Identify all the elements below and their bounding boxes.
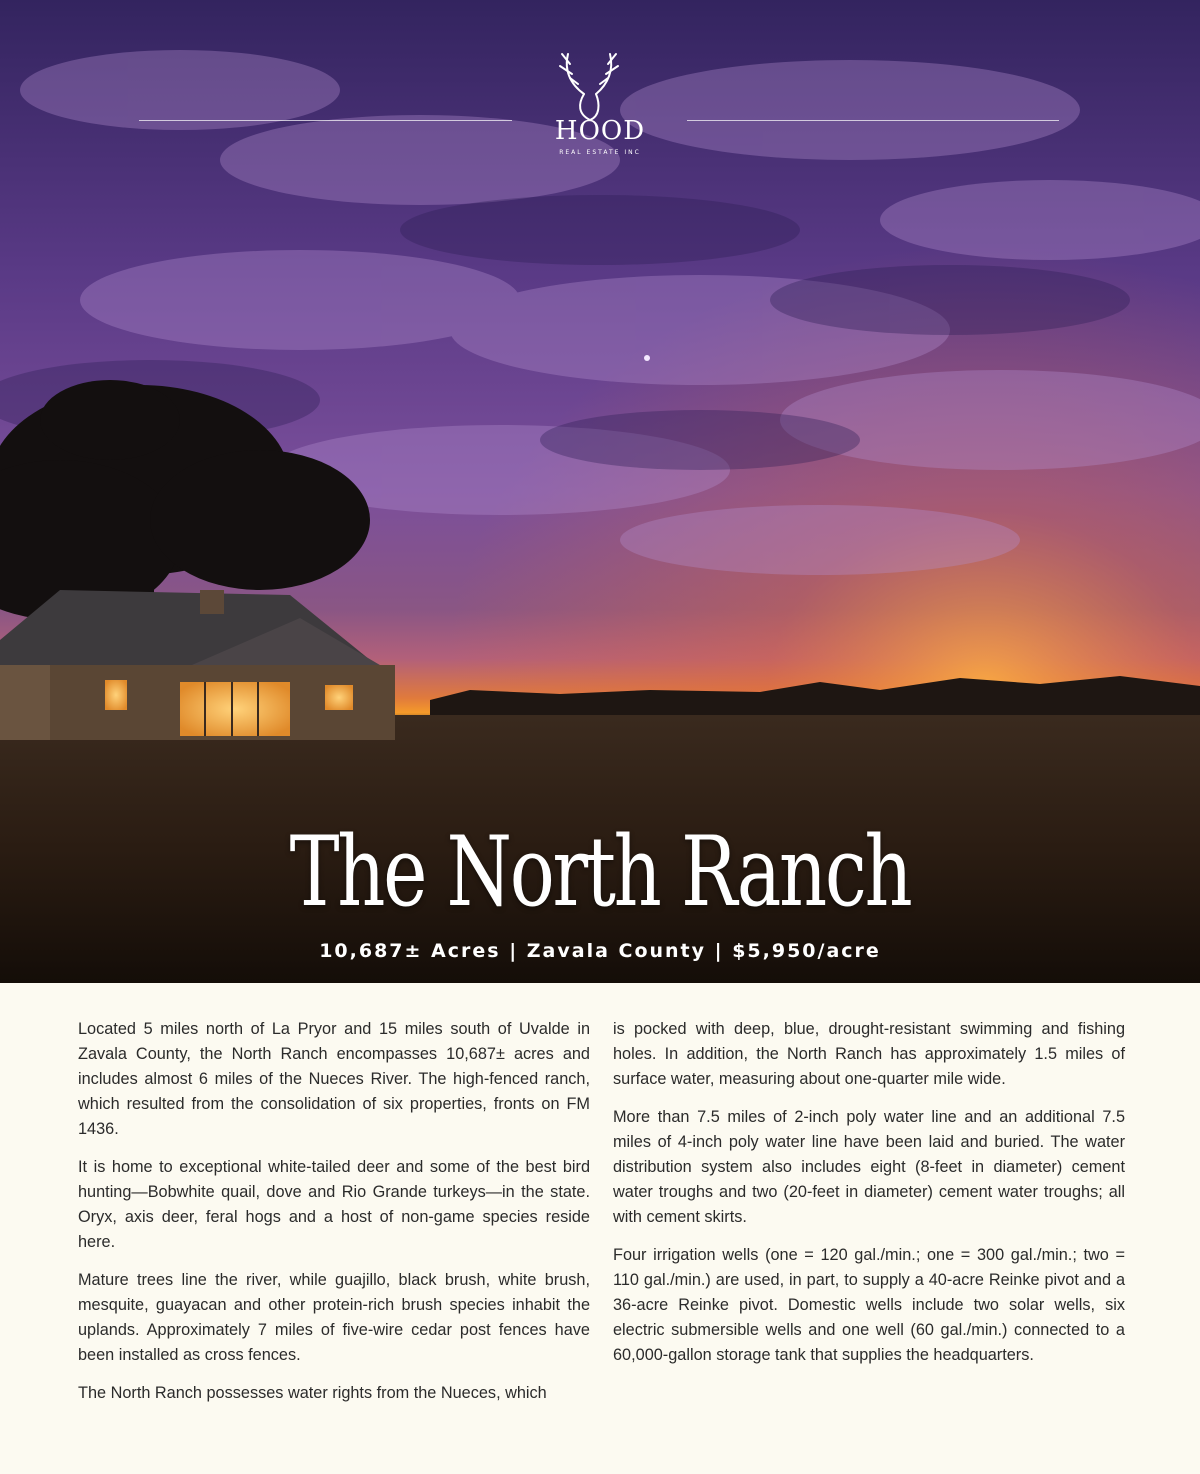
paragraph: Mature trees line the river, while guajillo, black brush, white brush, mesquite, guayacan and other protein-rich brush species inhabit the uplands. Approximately 7 miles of five-wire cedar post fences have been installed as cross fences. <box>78 1271 590 1364</box>
paragraph: is pocked with deep, blue, drought-resistant swimming and fishing holes. In addition, the North Ranch has approximately 1.5 miles of surface water, measuring about one-quarter mile wide. <box>613 1020 1125 1088</box>
paragraph: More than 7.5 miles of 2-inch poly water line and an additional 7.5 miles of 4-inch poly water line have been laid and buried. The water distribution system also includes eight (8-feet in diameter) cement water troughs and two (20-feet in diameter) cement water troughs; all with cement skirts. <box>613 1108 1125 1226</box>
page-subtitle: 10,687± Acres | Zavala County | $5,950/acre <box>319 940 881 962</box>
page-title: The North Ranch <box>289 816 911 928</box>
header-rule-left <box>139 120 512 121</box>
logo-brand: HOOD <box>554 116 646 146</box>
paragraph: Located 5 miles north of La Pryor and 15 miles south of Uvalde in Zavala County, the North Ranch encompasses 10,687± acres and includes almost 6 miles of the Nueces River. The high-fenced ranch, which resulted from the consolidation of six properties, fronts on FM 1436. <box>78 1020 590 1138</box>
right-column <box>613 1017 1125 1381</box>
paragraph: It is home to exceptional white-tailed deer and some of the best bird hunting—Bobwhite quail, dove and Rio Grande turkeys—in the state. Oryx, axis deer, feral hogs and a host of non-game species reside here. <box>78 1158 590 1251</box>
deer-antler-icon <box>540 44 660 164</box>
moon <box>644 355 650 361</box>
logo-tagline: REAL ESTATE INC <box>559 149 641 156</box>
hood-logo <box>540 44 660 164</box>
paragraph: Four irrigation wells (one = 120 gal./min.; one = 300 gal./min.; two = 110 gal./min.) are used, in part, to supply a 40-acre Reinke pivot and a 36-acre Reinke pivot. Domestic wells include two solar wells, six electric submersible wells and one well (60 gal./min.) connected to a 60,000-gallon storage tank that supplies the headquarters. <box>613 1246 1125 1364</box>
paragraph: The North Ranch possesses water rights from the Nueces, which <box>78 1384 547 1402</box>
body-text <box>0 983 1200 1474</box>
left-column <box>78 1017 590 1419</box>
header-rule-right <box>687 120 1059 121</box>
